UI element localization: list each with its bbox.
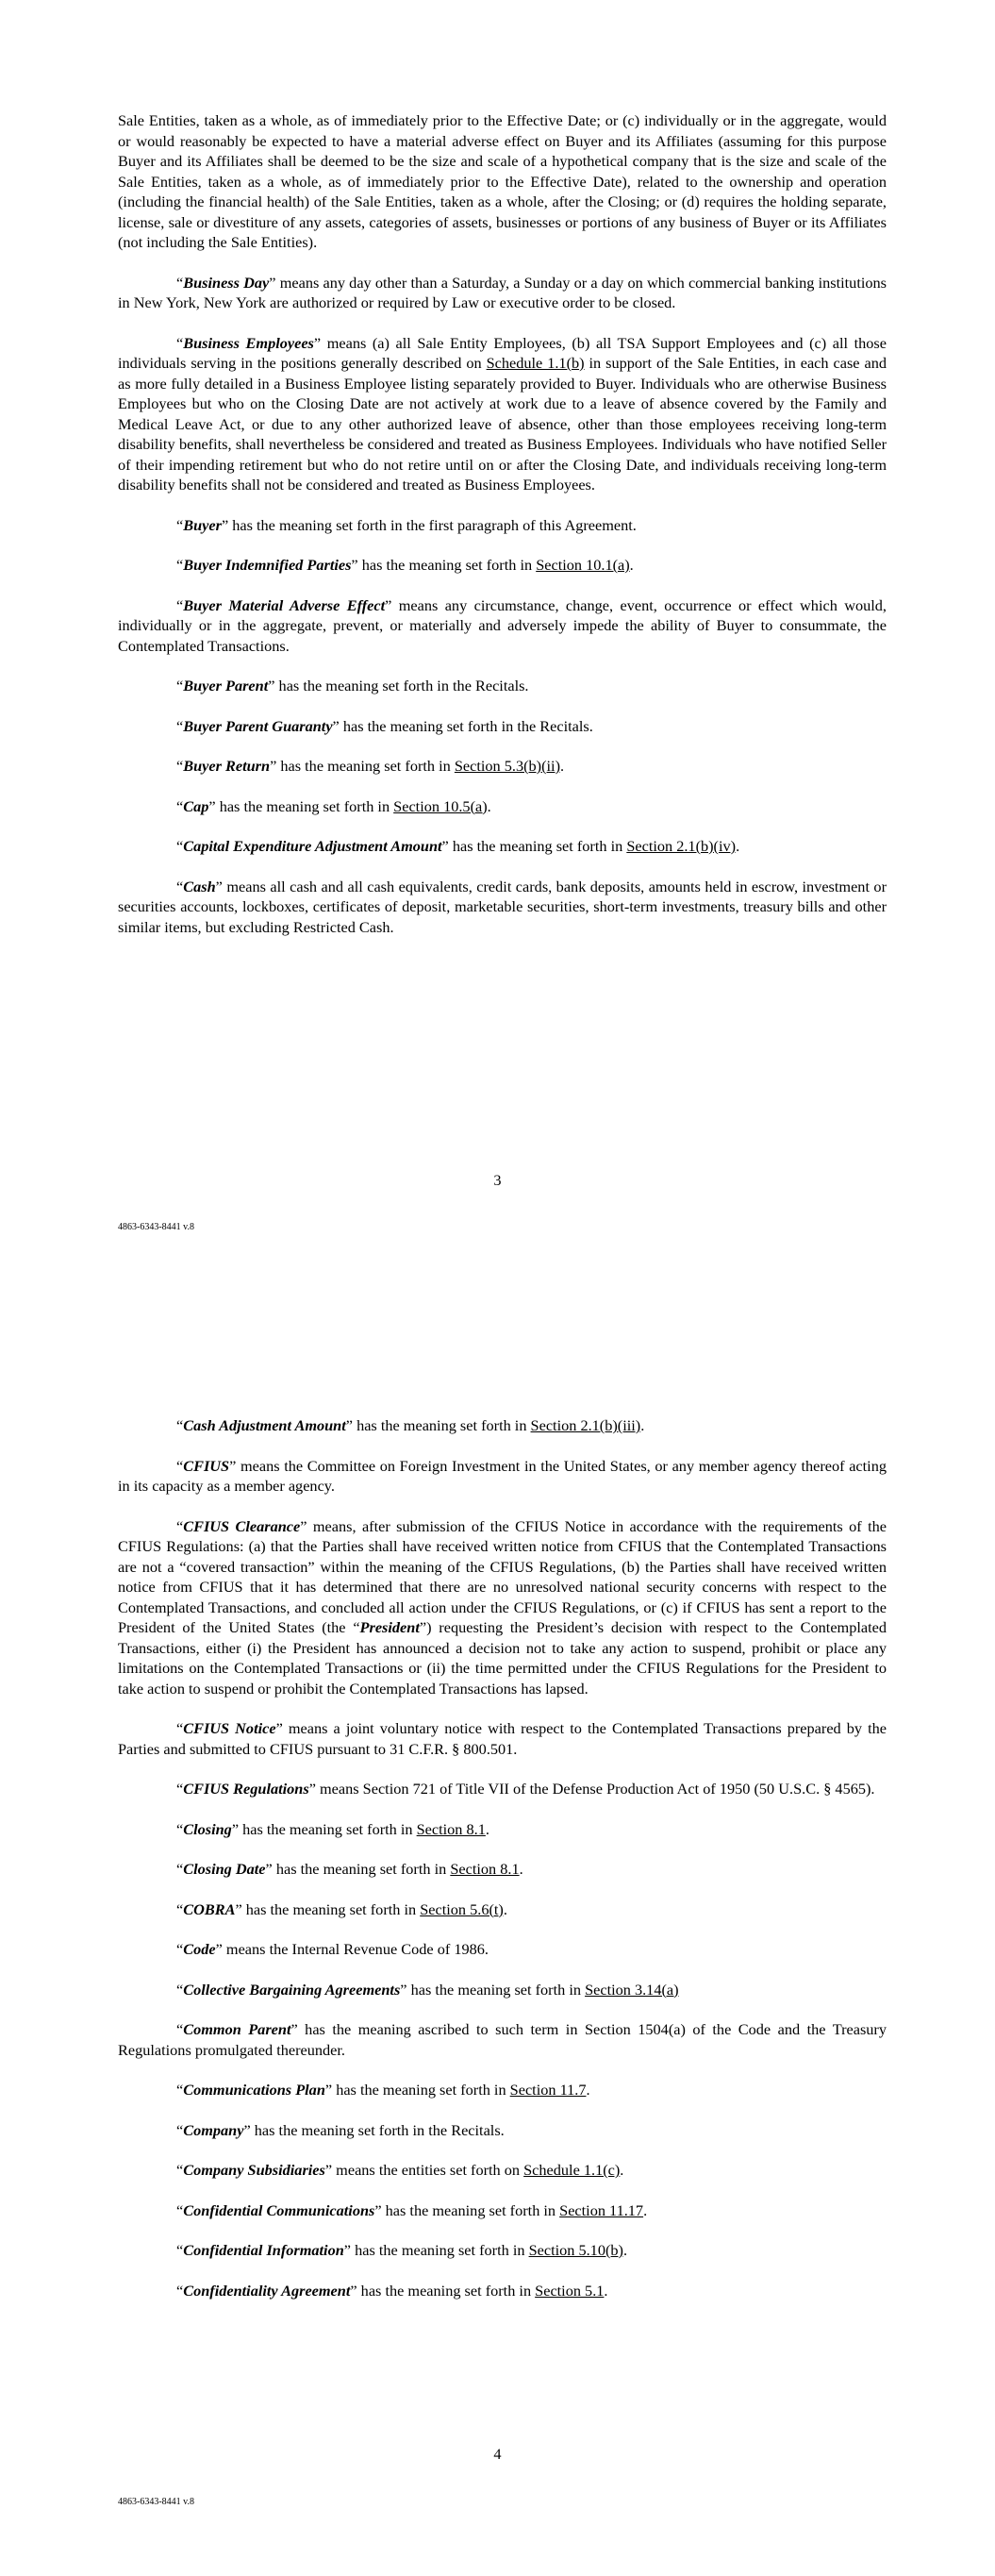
continuation-paragraph: Sale Entities, taken as a whole, as of immediately prior to the Effective Date; or (c) individually or in the aggregate, would or would reasonably be expected to have a material adverse effect on Buyer and its Affiliates (assuming for this purpose Buyer and its Affiliates shall be deemed to be the size and scale of a hypothetical company that is the size and scale of the Sale Entities, taken as a whole, as of immediately prior to the Effective Date), related to the ownership and operation (including the financial health) of the Sale Entities, taken as a whole, after the Closing; or (d) requires the holding separate, license, sale or divestiture of any assets, categories of assets, businesses or portions of any business of Buyer or its Affiliates (not including the Sale Entities). <box>118 111 887 251</box>
cross-reference-link[interactable]: Section 8.1 <box>450 1860 520 1878</box>
document-id: 4863-6343-8441 v.8 <box>118 1222 195 1232</box>
cross-reference-link[interactable]: Section 5.3(b)(ii) <box>454 757 560 775</box>
cross-reference-link[interactable]: Section 10.5(a) <box>393 796 488 815</box>
definition-collective-bargaining-agreements: “Collective Bargaining Agreements” has the meaning set forth in Section 3.14(a) <box>176 1980 679 1999</box>
definition-confidential-information: “Confidential Information” has the meaning set forth in Section 5.10(b). <box>176 2241 628 2259</box>
cross-reference-link[interactable]: Section 5.1 <box>535 2281 605 2300</box>
cross-reference-link[interactable]: Section 2.1(b)(iv) <box>626 837 737 855</box>
definition-buyer-material-adverse-effect: “Buyer Material Adverse Effect” means any circumstance, change, event, occurrence or effect which would, individually or in the aggregate, prevent, or materially and adversely impede the ability of Buyer to consummate, the Contemplated Transactions. <box>118 595 887 655</box>
definition-company-subsidiaries: “Company Subsidiaries” means the entities set forth on Schedule 1.1(c). <box>176 2161 624 2179</box>
page-4 <box>0 1288 995 2576</box>
definition-cfius-clearance: “CFIUS Clearance” means, after submission of the CFIUS Notice in accordance with the requirements of the CFIUS Regulations: (a) that the Parties shall have received written notice from CFIUS that the Contemplated Transactions are not a “covered transaction” within the meaning of the CFIUS Regulations, (b) the Parties shall have received written notice from CFIUS that it has determined that there are no unresolved national security concerns with respect to the Contemplated Transactions, and concluded all action under the CFIUS Regulations, or (c) if CFIUS has sent a report to the President of the United States (the “President”) requesting the President’s decision with respect to the Contemplated Transactions, either (i) the President has announced a decision not to take any action to suspend, prohibit or place any limitations on the Contemplated Transactions or (ii) the time permitted under the CFIUS Regulations for the President to take action to suspend or prohibit the Contemplated Transactions has lapsed. <box>118 1516 887 1698</box>
definition-buyer-return: “Buyer Return” has the meaning set forth in Section 5.3(b)(ii). <box>176 757 565 775</box>
definition-cash-adjustment-amount: “Cash Adjustment Amount” has the meaning set forth in Section 2.1(b)(iii). <box>176 1416 645 1434</box>
definition-closing-date: “Closing Date” has the meaning set forth in Section 8.1. <box>176 1860 523 1878</box>
cross-reference-link[interactable]: Section 5.10(b) <box>528 2241 623 2259</box>
definition-common-parent: “Common Parent” has the meaning ascribed to such term in Section 1504(a) of the Code and the Treasury Regulations promulgated thereunder. <box>118 2020 887 2059</box>
definition-business-employees: “Business Employees” means (a) all Sale Entity Employees, (b) all TSA Support Employees and (c) all those individuals serving in the positions generally described on Schedule 1.1(b) in support of the Sale Entities, in each case and as more fully detailed in a Business Employee listing separately provided to Buyer. Individuals who are otherwise Business Employees but who on the Closing Date are not actively at work due to a leave of absence covered by the Family and Medical Leave Act, or due to any other authorized leave of absence, other than those employees receiving long-term disability benefits, shall nevertheless be considered and treated as Business Employees. Individuals who have notified Seller of their impending retirement but who do not retire until on or after the Closing Date, and individuals receiving long-term disability benefits shall not be considered and treated as Business Employees. <box>118 333 887 493</box>
definition-buyer-parent: “Buyer Parent” has the meaning set forth in the Recitals. <box>176 677 529 694</box>
cross-reference-link[interactable]: Schedule 1.1(c) <box>523 2161 621 2179</box>
cross-reference-link[interactable]: Section 10.1(a) <box>536 556 630 574</box>
document-id: 4863-6343-8441 v.8 <box>118 2497 195 2507</box>
cross-reference-link[interactable]: Section 11.7 <box>509 2081 587 2099</box>
definition-buyer-indemnified-parties: “Buyer Indemnified Parties” has the meaning set forth in Section 10.1(a). <box>176 556 634 574</box>
definition-buyer-parent-guaranty: “Buyer Parent Guaranty” has the meaning set forth in the Recitals. <box>176 716 593 735</box>
cross-reference-link[interactable]: Section 8.1 <box>416 1819 486 1838</box>
definition-buyer: “Buyer” has the meaning set forth in the first paragraph of this Agreement. <box>176 515 637 534</box>
definition-cap: “Cap” has the meaning set forth in Section 10.5(a). <box>176 796 491 815</box>
cross-reference-link[interactable]: Section 11.17 <box>559 2200 644 2219</box>
definition-cfius-notice: “CFIUS Notice” means a joint voluntary notice with respect to the Contemplated Transactions prepared by the Parties and submitted to CFIUS pursuant to 31 C.F.R. § 800.501. <box>118 1719 887 1758</box>
definition-business-day: “Business Day” means any day other than a Saturday, a Sunday or a day on which commercial banking institutions in New York, New York are authorized or required by Law or executive order to be closed. <box>118 273 887 311</box>
definition-cfius: “CFIUS” means the Committee on Foreign Investment in the United States, or any member agency thereof acting in its capacity as a member agency. <box>118 1456 887 1495</box>
cross-reference-link[interactable]: Section 3.14(a) <box>585 1980 679 1999</box>
definition-code: “Code” means the Internal Revenue Code of 1986. <box>176 1940 489 1958</box>
page-number: 3 <box>493 1171 502 1189</box>
definition-confidentiality-agreement: “Confidentiality Agreement” has the meaning set forth in Section 5.1. <box>176 2281 608 2300</box>
definition-cobra: “COBRA” has the meaning set forth in Section 5.6(t). <box>176 1899 507 1918</box>
page-number: 4 <box>493 2445 502 2463</box>
page-content <box>118 110 887 957</box>
cross-reference-link[interactable]: Section 2.1(b)(iii) <box>530 1416 641 1434</box>
definition-cfius-regulations: “CFIUS Regulations” means Section 721 of Title VII of the Defense Production Act of 1950 (50 U.S.C. § 4565). <box>176 1780 875 1798</box>
cross-reference-link[interactable]: Section 5.6(t) <box>420 1899 504 1918</box>
page-content <box>118 1415 887 2320</box>
cross-reference-link[interactable]: Schedule 1.1(b) <box>486 354 585 372</box>
definition-company: “Company” has the meaning set forth in the Recitals. <box>176 2120 505 2139</box>
definition-communications-plan: “Communications Plan” has the meaning set forth in Section 11.7. <box>176 2081 590 2099</box>
definition-capital-expenditure-adjustment-amount: “Capital Expenditure Adjustment Amount” has the meaning set forth in Section 2.1(b)(iv). <box>176 837 740 855</box>
definition-cash: “Cash” means all cash and all cash equivalents, credit cards, bank deposits, amounts held in escrow, investment or securities accounts, lockboxes, certificates of deposit, marketable securities, short-term investments, treasury bills and other similar items, but excluding Restricted Cash. <box>118 877 887 936</box>
definition-confidential-communications: “Confidential Communications” has the meaning set forth in Section 11.17. <box>176 2200 648 2219</box>
definition-closing: “Closing” has the meaning set forth in Section 8.1. <box>176 1819 489 1838</box>
